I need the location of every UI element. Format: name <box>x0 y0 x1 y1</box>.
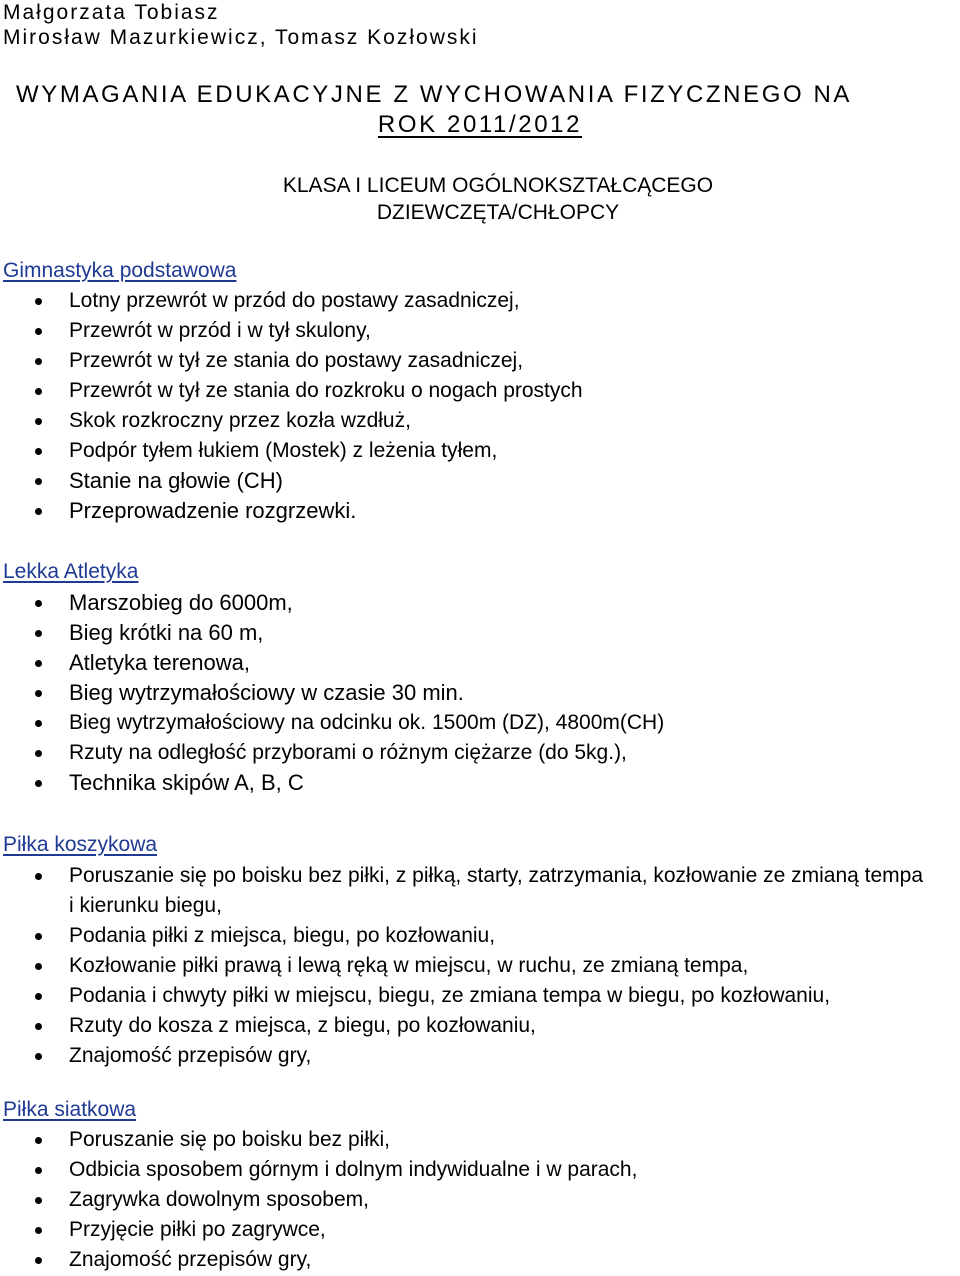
list-item: Przeprowadzenie rozgrzewki. <box>0 496 960 526</box>
list-item: Poruszanie się po boisku bez piłki, <box>0 1125 960 1155</box>
author-line-1: Małgorzata Tobiasz <box>3 1 220 24</box>
section-heading-volleyball: Piłka siatkowa <box>3 1098 137 1121</box>
list-item: Lotny przewrót w przód do postawy zasadniczej, <box>0 286 960 316</box>
list-item: Stanie na głowie (CH) <box>0 466 960 496</box>
list-item: Bieg krótki na 60 m, <box>0 618 960 648</box>
list-item: Podpór tyłem łukiem (Mostek) z leżenia tyłem, <box>0 436 960 466</box>
list-item: Zagrywka dowolnym sposobem, <box>0 1185 960 1215</box>
title-line-2: ROK 2011/2012 <box>377 111 583 138</box>
authors <box>3 0 479 50</box>
list-item: Przewrót w przód i w tył skulony, <box>0 316 960 346</box>
document-title <box>0 80 960 140</box>
list-item: Podania piłki z miejsca, biegu, po kozłowaniu, <box>0 921 960 951</box>
gymnastics-list <box>0 286 960 526</box>
list-item: Rzuty na odległość przyborami o różnym ciężarze (do 5kg.), <box>0 738 960 768</box>
section-heading-athletics: Lekka Atletyka <box>3 560 139 583</box>
list-item: Atletyka terenowa, <box>0 648 960 678</box>
basketball-list <box>0 861 960 1071</box>
volleyball-list <box>0 1125 960 1275</box>
list-item: Skok rozkroczny przez kozła wzdłuż, <box>0 406 960 436</box>
list-item: Rzuty do kosza z miejsca, z biegu, po kozłowaniu, <box>0 1011 960 1041</box>
list-item: Znajomość przepisów gry, <box>0 1041 960 1071</box>
list-item: Marszobieg do 6000m, <box>0 588 960 618</box>
list-item: Bieg wytrzymałościowy w czasie 30 min. <box>0 678 960 708</box>
list-item: Bieg wytrzymałościowy na odcinku ok. 1500m (DZ), 4800m(CH) <box>0 708 960 738</box>
author-line-2: Mirosław Mazurkiewicz, Tomasz Kozłowski <box>3 26 479 49</box>
list-item: Poruszanie się po boisku bez piłki, z piłką, starty, zatrzymania, kozłowanie ze zmianą tempa i kierunku biegu, <box>0 861 929 921</box>
section-heading-gymnastics: Gimnastyka podstawowa <box>3 259 237 282</box>
list-item: Technika skipów A, B, C <box>0 768 960 798</box>
title-line-1: WYMAGANIA EDUKACYJNE Z WYCHOWANIA FIZYCZNEGO NA <box>16 81 853 108</box>
section-heading-basketball: Piłka koszykowa <box>3 833 158 856</box>
class-info-line-2: DZIEWCZĘTA/CHŁOPCY <box>376 201 620 224</box>
list-item: Podania i chwyty piłki w miejscu, biegu, ze zmiana tempa w biegu, po kozłowaniu, <box>0 981 960 1011</box>
list-item: Przyjęcie piłki po zagrywce, <box>0 1215 960 1245</box>
list-item: Znajomość przepisów gry, <box>0 1245 960 1275</box>
class-info-line-1: KLASA I LICEUM OGÓLNOKSZTAŁCĄCEGO <box>282 174 714 197</box>
class-info <box>0 172 960 226</box>
list-item: Kozłowanie piłki prawą i lewą ręką w miejscu, w ruchu, ze zmianą tempa, <box>0 951 960 981</box>
list-item: Przewrót w tył ze stania do postawy zasadniczej, <box>0 346 960 376</box>
list-item: Odbicia sposobem górnym i dolnym indywidualne i w parach, <box>0 1155 960 1185</box>
list-item: Przewrót w tył ze stania do rozkroku o nogach prostych <box>0 376 960 406</box>
athletics-list <box>0 588 960 798</box>
